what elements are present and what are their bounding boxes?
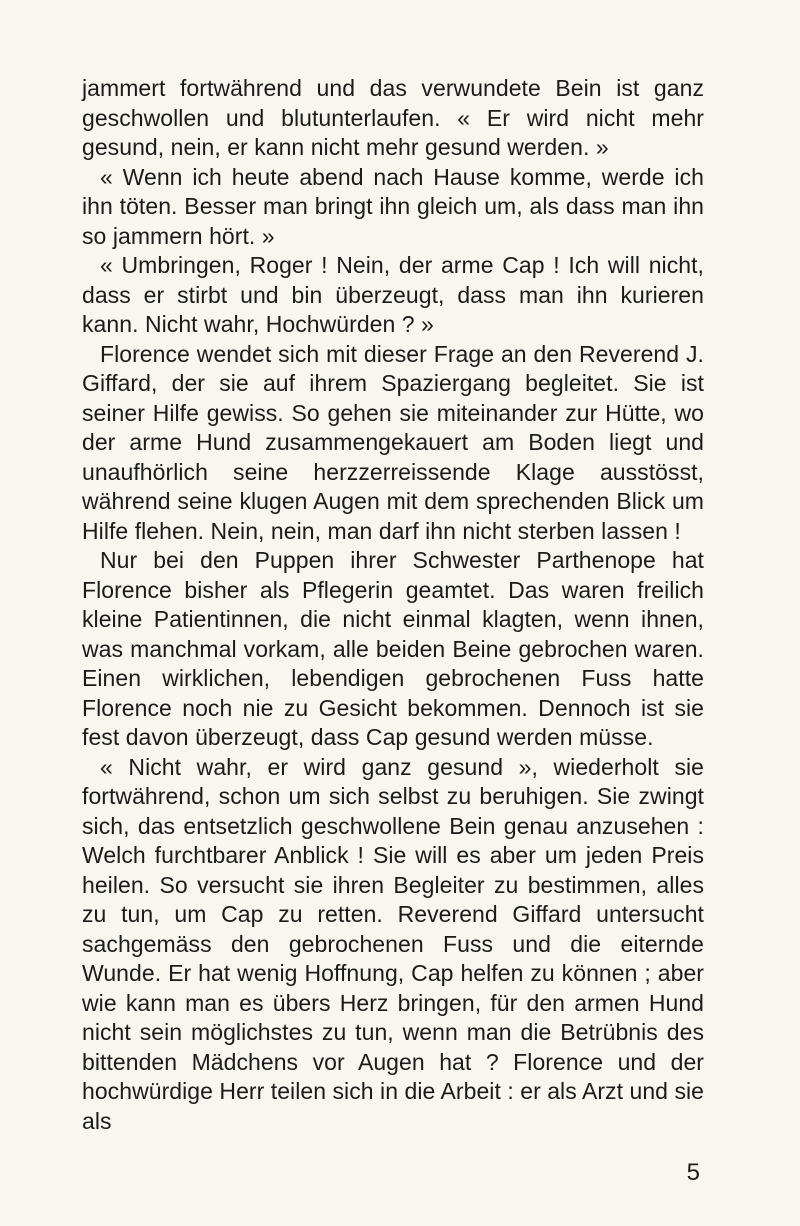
paragraph-5: Nur bei den Puppen ihrer Schwester Parthenope hat Florence bisher als Pflegerin geamtet. Das waren freilich kleine Patientinnen, die nicht einmal klagten, wenn ihnen, was manchmal vorkam, alle beiden Beine gebrochen waren. Einen wirklichen, lebendigen gebrochenen Fuss hatte Florence noch nie zu Gesicht bekommen. Dennoch ist sie fest davon überzeugt, dass Cap gesund werden müsse.	[82, 547, 704, 750]
paragraph-2: « Wenn ich heute abend nach Hause komme, werde ich ihn töten. Besser man bringt ihn gleich um, als dass man ihn so jammern hört. »	[82, 163, 704, 249]
paragraph-4: Florence wendet sich mit dieser Frage an den Reverend J. Giffard, der sie auf ihrem Spaziergang begleitet. Sie ist seiner Hilfe gewiss. So gehen sie miteinander zur Hütte, wo der arme Hund zusammengekauert am Boden liegt und unaufhörlich seine herzzerreissende Klage ausstösst, während seine klugen Augen mit dem sprechenden Blick um Hilfe flehen. Nein, nein, man darf ihn nicht sterben lassen !	[82, 340, 704, 544]
body-text	[82, 74, 704, 1136]
paragraph-6: « Nicht wahr, er wird ganz gesund », wiederholt sie fortwährend, schon um sich selbst zu beruhigen. Sie zwingt sich, das entsetzlich geschwollene Bein genau anzusehen : Welch furchtbarer Anblick ! Sie will es aber um jeden Preis heilen. So versucht sie ihren Begleiter zu bestimmen, alles zu tun, um Cap zu retten. Reverend Giffard untersucht sachgemäss den gebrochenen Fuss und die eiternde Wunde. Er hat wenig Hoffnung, Cap helfen zu können ; aber wie kann man es übers Herz bringen, für den armen Hund nicht sein möglichstes zu tun, wenn man die Betrübnis des bittenden Mädchens vor Augen hat ? Florence und der hochwürdige Herr teilen sich in die Arbeit : er als Arzt und sie als	[82, 753, 704, 1134]
paragraph-1: jammert fortwährend und das verwundete Bein ist ganz geschwollen und blutunterlaufen. « Er wird nicht mehr gesund, nein, er kann nicht mehr gesund werden. »	[82, 75, 704, 160]
page-number: 5	[686, 1159, 700, 1186]
paragraph-3: « Umbringen, Roger ! Nein, der arme Cap ! Ich will nicht, dass er stirbt und bin überzeugt, dass man ihn kurieren kann. Nicht wahr, Hochwürden ? »	[82, 252, 704, 337]
